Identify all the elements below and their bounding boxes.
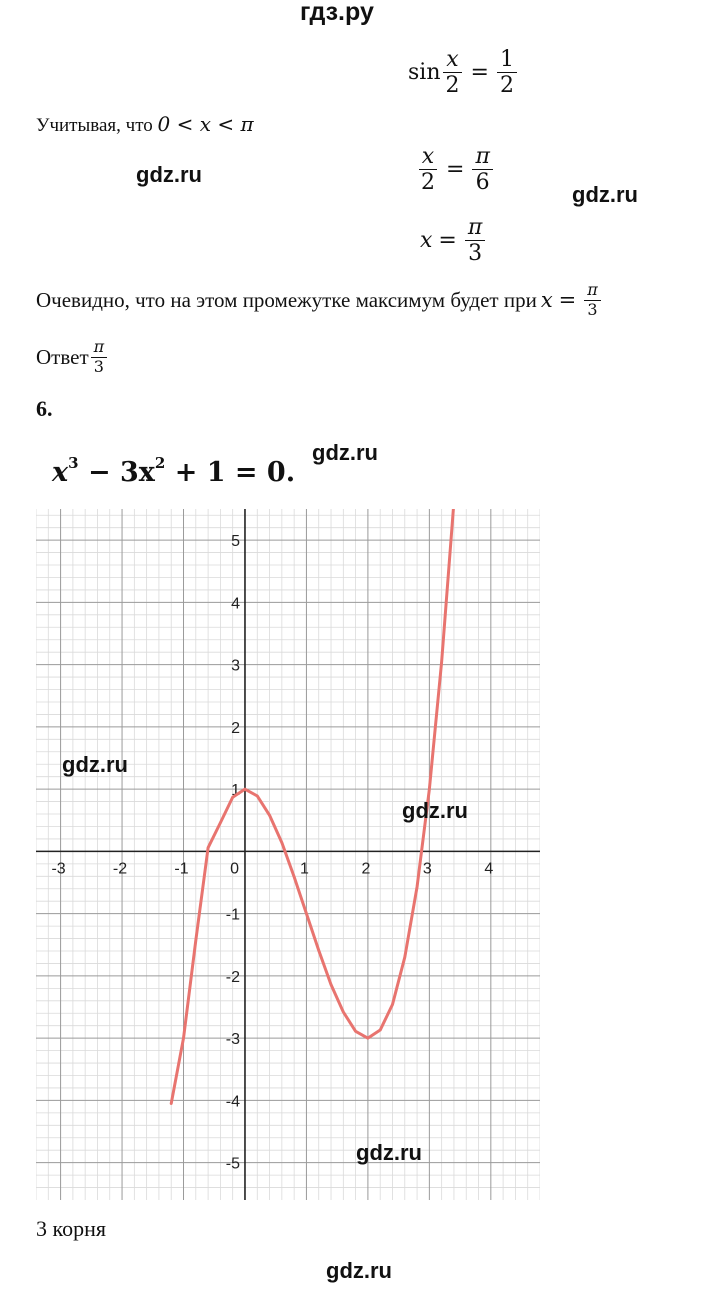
- condition-line: [36, 112, 254, 137]
- watermark-2: gdz.ru: [572, 182, 638, 207]
- frac-num: π: [472, 145, 492, 170]
- equals-sign: =: [446, 157, 465, 183]
- y-tick-label: -5: [225, 1155, 240, 1173]
- eq-term-rest: + 1 = 0.: [165, 457, 296, 488]
- conclusion-text: Очевидно, что на этом промежутке максимум будет при: [36, 287, 537, 312]
- fraction-pi-over-6: [472, 145, 492, 194]
- eq-power-2: 2: [154, 454, 166, 472]
- y-tick-label: -2: [225, 968, 240, 986]
- eq-term-3x: − 3x: [78, 457, 155, 488]
- y-tick-label: 3: [231, 657, 240, 675]
- function-graph: [36, 509, 540, 1200]
- frac-den: 3: [468, 241, 483, 267]
- equals-sign: =: [438, 228, 457, 254]
- task-number: 6.: [36, 396, 53, 421]
- frac-den: 2: [445, 73, 460, 99]
- y-tick-label: -4: [225, 1093, 240, 1111]
- answer-line: [36, 339, 109, 376]
- fraction-x-over-2: [418, 145, 438, 194]
- frac-den: 2: [499, 73, 514, 99]
- origin-label: 0: [230, 860, 239, 878]
- y-tick-label: 5: [231, 533, 240, 551]
- fraction-pi-over-3: [465, 216, 485, 265]
- fraction-pi-over-3: [584, 282, 601, 319]
- fraction-x-over-2: [443, 48, 463, 97]
- watermark-1: gdz.ru: [136, 162, 202, 187]
- frac-den: 3: [587, 299, 598, 319]
- frac-num: π: [465, 216, 485, 241]
- answer-fraction: [91, 339, 108, 376]
- x-tick-label: -2: [112, 860, 128, 878]
- x-tick-label: -3: [51, 860, 66, 878]
- y-tick-label: 2: [231, 719, 240, 737]
- sin-func: sin: [408, 60, 441, 86]
- watermark-6: gdz.ru: [356, 1140, 422, 1165]
- frac-num: 1: [497, 48, 517, 73]
- condition-math: 0 < x < π: [157, 112, 254, 136]
- conclusion-var: x: [540, 288, 553, 313]
- frac-num: x: [419, 145, 437, 170]
- frac-den: 2: [421, 170, 435, 196]
- x-tick-label: -1: [174, 860, 189, 878]
- task-equation: [52, 454, 295, 488]
- equation-x-half: [416, 145, 495, 194]
- eq-term-x: x: [52, 457, 69, 488]
- x-tick-label: 1: [299, 860, 309, 878]
- result-text: 3 корня: [36, 1216, 106, 1241]
- y-tick-label: 1: [231, 782, 240, 800]
- condition-text: Учитывая, что: [36, 115, 158, 136]
- x-tick-label: 2: [361, 860, 371, 878]
- equation-sin: [408, 48, 519, 97]
- axes: [36, 509, 540, 1200]
- equation-x: [420, 216, 487, 265]
- frac-num: x: [443, 48, 461, 73]
- watermark-7: gdz.ru: [326, 1258, 392, 1283]
- answer-label: Ответ: [36, 344, 89, 369]
- x-tick-label: 4: [484, 860, 494, 878]
- equals-sign: =: [558, 288, 577, 313]
- frac-num: π: [91, 339, 108, 358]
- site-header: гдз.ру: [300, 0, 374, 26]
- lhs-var: x: [420, 228, 433, 254]
- tick-labels: [51, 533, 493, 1173]
- y-tick-label: -1: [225, 906, 240, 924]
- major-grid: [36, 509, 540, 1200]
- watermark-3: gdz.ru: [312, 440, 378, 465]
- y-tick-label: -3: [225, 1031, 240, 1049]
- frac-num: π: [584, 282, 601, 301]
- fraction-one-half: [497, 48, 517, 97]
- x-tick-label: 3: [422, 860, 432, 878]
- watermark-4: gdz.ru: [62, 752, 128, 777]
- eq-power-3: 3: [68, 454, 79, 472]
- minor-grid: [36, 509, 540, 1200]
- frac-den: 3: [93, 356, 104, 376]
- y-tick-label: 4: [231, 595, 240, 613]
- equals-sign: =: [470, 60, 489, 86]
- watermark-5: gdz.ru: [402, 798, 468, 823]
- conclusion-line: [36, 282, 603, 319]
- frac-den: 6: [475, 170, 490, 196]
